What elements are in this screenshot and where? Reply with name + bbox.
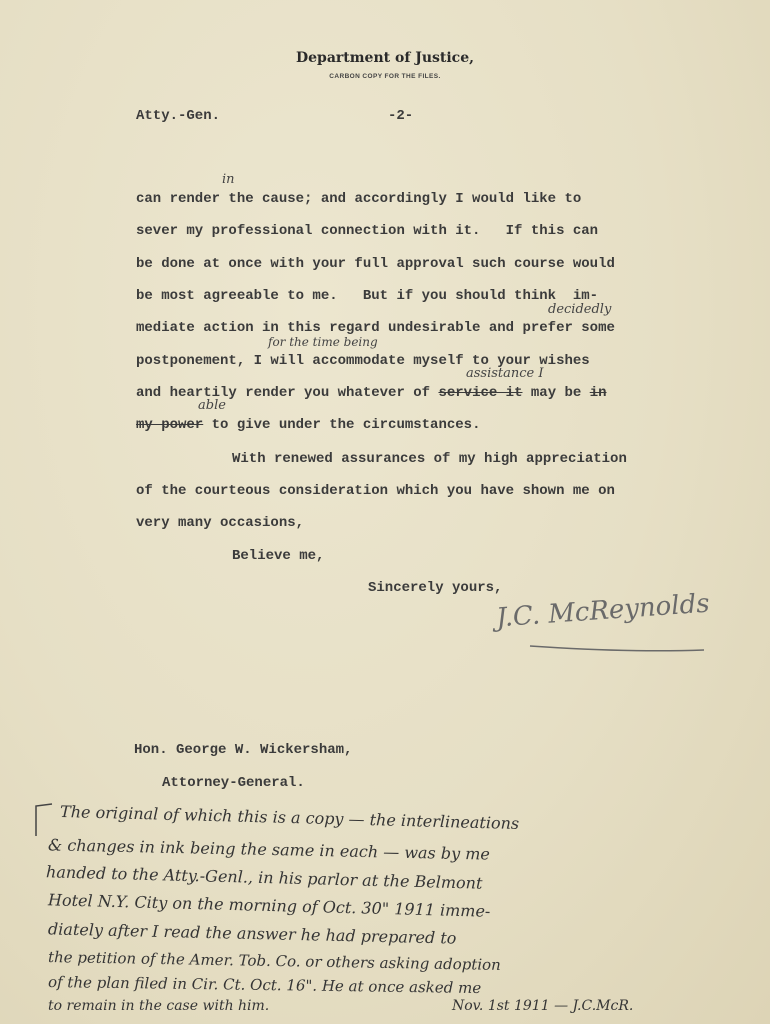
department-header: Department of Justice,: [295, 50, 474, 66]
closing-believe-me: Believe me,: [232, 548, 325, 564]
body-line-9: With renewed assurances of my high appreciation: [232, 451, 627, 467]
insertion-for-the-time-being: for the time being: [268, 335, 378, 349]
addressee-short: Atty.-Gen.: [136, 108, 221, 124]
signature: J.C. McReynolds: [495, 588, 711, 634]
body-line-6: postponement, I will accommodate myself to your wishes: [136, 353, 590, 369]
handwritten-note-line-4: Hotel N.Y. City on the morning of Oct. 30" 1911 imme-: [47, 890, 491, 921]
addressee-title: Attorney-General.: [162, 775, 305, 791]
body-line-2: sever my professional connection with it. If this can: [136, 223, 599, 239]
body-line-7: and heartily render you whatever of service it may be in: [136, 385, 607, 401]
handwritten-note-line-8: to remain in the case with him.: [48, 998, 270, 1014]
handwritten-note-line-7: of the plan filed in Cir. Ct. Oct. 16". He at once asked me: [47, 972, 482, 998]
addressee-name: Hon. George W. Wickersham,: [134, 742, 353, 758]
handwritten-note-line-6: the petition of the Amer. Tob. Co. or others asking adoption: [47, 948, 501, 974]
handwritten-note-dateline: Nov. 1st 1911 — J.C.McR.: [452, 998, 634, 1014]
body-line-4: be most agreeable to me. But if you should think im-: [136, 288, 599, 304]
body-line-5: mediate action in this regard undesirable and prefer some: [136, 320, 615, 336]
handwritten-note-line-3: handed to the Atty.-Genl., in his parlor at the Belmont: [45, 862, 483, 893]
handwritten-note-line-1: The original of which this is a copy — the interlineations: [59, 801, 520, 834]
body-line-8: my power to give under the circumstances.: [136, 417, 481, 433]
body-line-11: very many occasions,: [136, 515, 305, 531]
handwritten-note-line-5: diately after I read the answer he had prepared to: [47, 919, 457, 948]
body-line-10: of the courteous consideration which you have shown me on: [136, 483, 615, 499]
body-line-3: be done at once with your full approval such course would: [136, 256, 615, 272]
insertion-in: in: [222, 172, 235, 187]
handwritten-note-line-2: & changes in ink being the same in each — was by me: [47, 835, 491, 864]
carbon-copy-note: CARBON COPY FOR THE FILES.: [329, 73, 441, 80]
closing-sincerely: Sincerely yours,: [368, 580, 503, 596]
insertion-assistance: assistance I: [466, 366, 544, 381]
insertion-able: able: [198, 398, 226, 413]
note-bracket: [30, 800, 60, 840]
insertion-decidedly: decidedly: [548, 302, 612, 317]
body-line-1: can render the cause; and accordingly I would like to: [136, 191, 582, 207]
page-number: -2-: [388, 108, 414, 124]
signature-underline: [528, 640, 708, 654]
